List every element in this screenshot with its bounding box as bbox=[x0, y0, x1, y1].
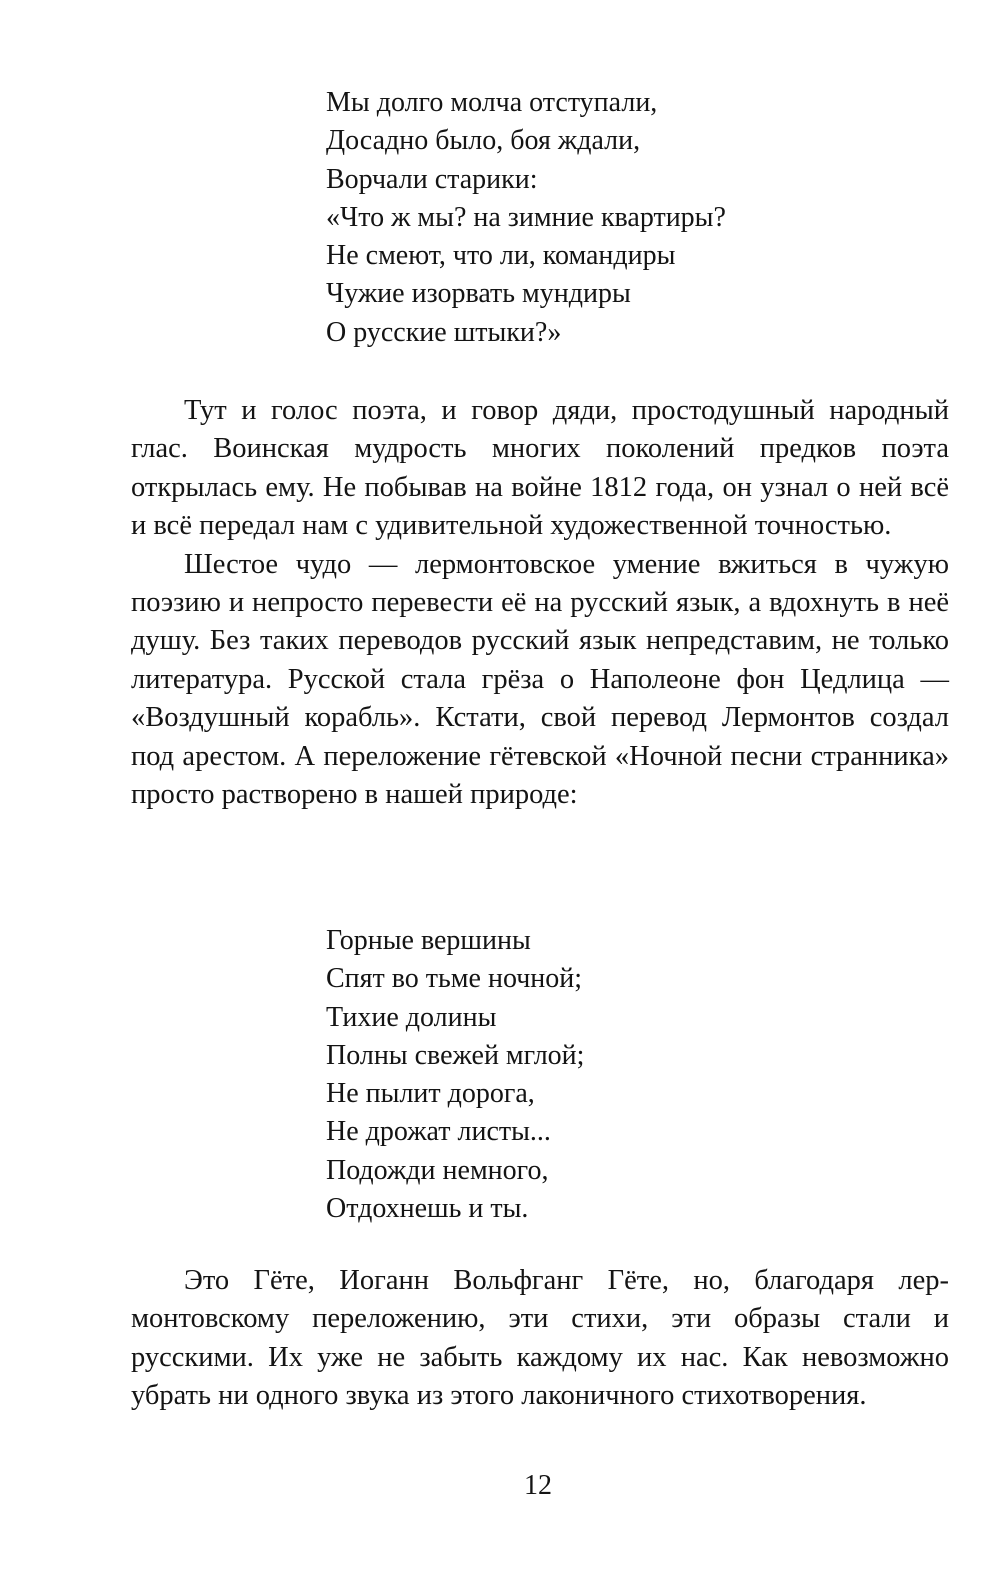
paragraph: Это Гёте, Иоганн Вольфганг Гёте, но, благодаря лермонтовскому переложению, эти стихи, эти образы стали и русскими. Их уже не забыть каждому их нас. Как невозможно убрать ни одного звука из этого лаконичного стихотворения. bbox=[131, 1265, 949, 1412]
prose-block-1 bbox=[131, 392, 949, 814]
poem-line: Отдохнешь и ты. bbox=[326, 1193, 529, 1225]
poem-line: Не смеют, что ли, командиры bbox=[326, 240, 676, 272]
poem-line: О русские штыки?» bbox=[326, 316, 562, 348]
poem-excerpt-goethe bbox=[326, 922, 584, 1228]
poem-line: Полны свежей мглой; bbox=[326, 1039, 585, 1071]
poem-line: Тихие долины bbox=[326, 1001, 497, 1033]
page-number: 12 bbox=[524, 1470, 552, 1501]
poem-line: Досадно было, боя ждали, bbox=[326, 125, 641, 157]
poem-line: Подожди немного, bbox=[326, 1154, 549, 1186]
poem-line: Ворчали старики: bbox=[326, 163, 538, 195]
paragraph: Тут и голос поэта, и говор дяди, простодушный народный глас. Воинская мудрость многих поколений предков поэта открылась ему. Не побывав на войне 1812 года, он узнал о ней всё и всё передал нам с удивительной художественной точностью. bbox=[131, 395, 949, 542]
poem-line: Спят во тьме ночной; bbox=[326, 963, 583, 995]
paragraph: Шестое чудо — лермонтовское умение вжиться в чужую поэзию и непросто перевести её на русский язык, а вдохнуть в неё душу. Без таких переводов русский язык непредставим, не только литература. Русской стала грёза о Наполеоне фон Цедлица — «Воздушный корабль». Кстати, свой перевод Лермонтов создал под арестом. А переложение гётевской «Ночной песни странника» просто растворено в нашей природе: bbox=[131, 548, 949, 811]
poem-line: Не пылит дорога, bbox=[326, 1078, 535, 1110]
poem-line: Чужие изорвать мундиры bbox=[326, 278, 631, 310]
poem-line: Горные вершины bbox=[326, 925, 531, 956]
poem-line: «Что ж мы? на зимние квартиры? bbox=[326, 201, 726, 233]
prose-block-2 bbox=[131, 1262, 949, 1416]
poem-line: Мы долго молча отступали, bbox=[326, 87, 658, 118]
poem-excerpt-borodino bbox=[326, 84, 726, 352]
poem-line: Не дрожат листы... bbox=[326, 1116, 551, 1148]
